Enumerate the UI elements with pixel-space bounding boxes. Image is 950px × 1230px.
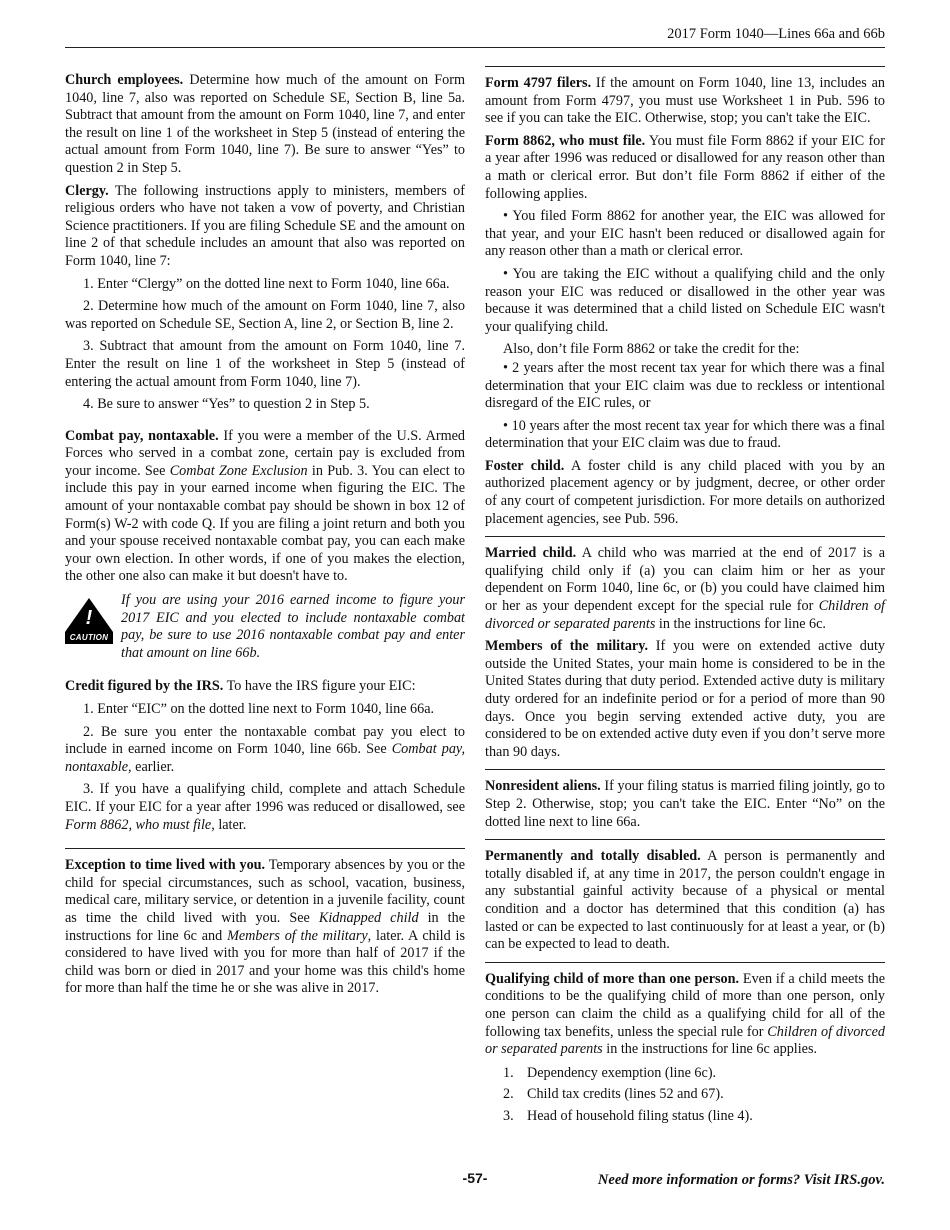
list-item: 2. Child tax credits (lines 52 and 67). xyxy=(503,1086,724,1103)
list-item: 1. Dependency exemption (line 6c). xyxy=(503,1064,717,1081)
footer-irs-link[interactable]: Need more information or forms? Visit IRS.gov. xyxy=(597,1172,885,1188)
clergy-paragraph: Clergy. The following instructions apply to ministers, members of religious orders who have not taken a vow of poverty, and Christian Science practitioners. If you are filing Schedule SE and the amount on line 2 of that schedule includes an amount that also was reported on Form 1040, line 7: xyxy=(65,182,465,269)
exception-paragraph: Exception to time lived with you. Temporary absences by you or the child for special circumstances, such as school, vacation, business, medical care, military service, or detention in a juvenile facility, count as time the child lived with you. See Kidnapped child in the instructions for line 6c and Members of the military, later. A child is considered to have lived with you for more than half of 2017 if the child was born or died in 2017 and your home was this child's home for more than half the time he or she was alive in 2017. xyxy=(65,857,466,997)
credit-irs-heading: Credit figured by the IRS. xyxy=(65,678,224,695)
credit-irs-paragraph: Credit figured by the IRS. To have the IRS figure your EIC: xyxy=(65,678,416,695)
header-rule xyxy=(65,47,885,48)
qualifying-child-paragraph: Qualifying child of more than one person. Even if a child meets the conditions to be the qualifying child of more than one person, only one person can claim the child as a qualifying child for all of the following tax benefits, unless the special rule for Children of divorced or separated parents in the instructions for line 6c applies. xyxy=(485,970,885,1058)
clergy-item: 1. Enter “Clergy” on the dotted line next to Form 1040, line 66a. xyxy=(83,275,450,292)
right-column xyxy=(485,72,885,1129)
military-heading: Members of the military. xyxy=(485,638,649,655)
form-8862-bullet: • You filed Form 8862 for another year, the EIC was allowed for that year, and your EIC hasn't been reduced or disallowed again for any reason other than a math or clerical error. xyxy=(485,208,885,260)
military-paragraph: Members of the military. If you were on extended active duty outside the United States, your main home is considered to be in the United States during that duty period. Extended active duty is military duty ordered for an indefinite period or for a period of more than 90 days. Once you begin serving extended active duty, you are considered to be on extended active duty even if you don’t serve more than 90 days. xyxy=(485,638,885,760)
married-child-heading: Married child. xyxy=(485,545,577,562)
form-8862-bullet: • 10 years after the most recent tax year for which there was a final determination that your EIC claim was due to fraud. xyxy=(485,417,885,452)
section-rule xyxy=(485,839,885,840)
caution-text: If you are using your 2016 earned income to figure your 2017 EIC and you elected to include nontaxable combat pay, be sure to use 2016 nontaxable combat pay and enter that amount on line 66b. xyxy=(121,592,465,661)
benefits-list xyxy=(503,1065,885,1126)
section-rule xyxy=(485,536,885,537)
caution-box xyxy=(65,592,465,662)
form-8862-heading: Form 8862, who must file. xyxy=(485,132,646,149)
combat-pay-heading: Combat pay, nontaxable. xyxy=(65,427,219,444)
form-8862-bullet: • 2 years after the most recent tax year for which there was a final determination that your EIC claim was due to reckless or intentional disregard of the EIC rules, or xyxy=(485,359,885,412)
section-rule xyxy=(485,769,885,770)
disabled-heading: Permanently and totally disabled. xyxy=(485,848,701,865)
form-4797-heading: Form 4797 filers. xyxy=(485,75,592,91)
foster-child-heading: Foster child. xyxy=(485,457,565,474)
credit-item: 1. Enter “EIC” on the dotted line next to Form 1040, line 66a. xyxy=(83,701,435,717)
clergy-item: 4. Be sure to answer “Yes” to question 2 in Step 5. xyxy=(83,396,370,413)
church-employees-heading: Church employees. xyxy=(65,72,184,88)
list-item: 3. Head of household filing status (line 4). xyxy=(503,1107,753,1124)
qualifying-child-heading: Qualifying child of more than one person. xyxy=(485,970,740,987)
page-number: -57- xyxy=(462,1170,488,1186)
credit-item: 2. Be sure you enter the nontaxable combat pay you elect to include in earned income on Form 1040, line 66b. See Combat pay, nontaxable, earlier. xyxy=(65,723,465,775)
clergy-item: 3. Subtract that amount from the amount on Form 1040, line 7. Enter the result on line 1 of the worksheet in Step 5 (instead of entering the actual amount from Form 1040, line 7). xyxy=(65,338,465,390)
page-header: 2017 Form 1040—Lines 66a and 66b xyxy=(667,26,885,42)
foster-child-paragraph: Foster child. A foster child is any child placed with you by an authorized placement agency or by judgment, decree, or other order of any court of competent jurisdiction. For more details on authorized placement agencies, see Pub. 596. xyxy=(485,457,885,527)
clergy-heading: Clergy. xyxy=(65,182,109,199)
married-child-paragraph: Married child. A child who was married at the end of 2017 is a qualifying child only if (a) you can claim him or her as your dependent on Form 1040, line 6c, or (b) you could have claimed him or her as your dependent except for the special rule for Children of divorced or separated parents in the instructions for line 6c. xyxy=(485,545,886,632)
caution-icon: ! CAUTION xyxy=(65,598,113,644)
combat-pay-paragraph: Combat pay, nontaxable. If you were a member of the U.S. Armed Forces who served in a combat zone, certain pay is excluded from your income. See Combat Zone Exclusion in Pub. 3. You can elect to include this pay in your earned income when figuring the EIC. The amount of your nontaxable combat pay should be shown in box 12 of Form(s) W-2 with code Q. If you are filing a joint return and both you and your spouse received nontaxable combat pay, you can each make your own election. In other words, if one of you makes the election, the other one also can make it but doesn't have to. xyxy=(65,427,466,585)
form-8862-bullet: • You are taking the EIC without a qualifying child and the only reason your EIC was reduced or disallowed in the other year was because it was determined that a child listed on Schedule EIC wasn't your qualifying child. xyxy=(485,265,885,335)
clergy-item: 2. Determine how much of the amount on Form 1040, line 7, also was reported on Schedule SE, Section A, line 2, or Section B, line 2. xyxy=(65,298,465,332)
credit-item: 3. If you have a qualifying child, complete and attach Schedule EIC. If your EIC for a year after 1996 was reduced or disallowed, see Form 8862, who must file, later. xyxy=(65,781,465,833)
disabled-paragraph: Permanently and totally disabled. A person is permanently and totally disabled if, at any time in 2017, the person couldn't engage in any substantial gainful activity because of a physical or mental condition and a doctor has determined that this condition (a) has lasted or can be expected to last continuously for at least a year, or (b) can be expected to lead to death. xyxy=(485,848,885,953)
section-rule xyxy=(485,66,885,67)
nonresident-paragraph: Nonresident aliens. If your filing status is married filing jointly, go to Step 2. Otherwise, stop; you can't take the EIC. Enter “No” on the dotted line next to line 66a. xyxy=(485,778,885,830)
form-8862-also: Also, don’t file Form 8862 or take the credit for the: xyxy=(503,341,800,358)
church-employees-paragraph: Church employees. Determine how much of the amount on Form 1040, line 7, also was reported on Schedule SE, Section B, line 5a. Subtract that amount from the amount on Form 1040, line 7, and enter the result on line 1 of the worksheet in Step 5 (instead of entering the actual amount from Form 1040, line 7). Be sure to answer “Yes” to question 2 in Step 5. xyxy=(65,72,465,176)
form-4797-paragraph: Form 4797 filers. If the amount on Form 1040, line 13, includes an amount from Form 4797, you must use Worksheet 1 in Pub. 596 to see if you can take the EIC. Otherwise, stop; you can't take the EIC. xyxy=(485,75,885,127)
form-8862-paragraph: Form 8862, who must file. You must file Form 8862 if your EIC for a year after 1996 was reduced or disallowed for any reason other than a math or clerical error. But don’t file Form 8862 if either of the following applies. xyxy=(485,132,885,202)
nonresident-heading: Nonresident aliens. xyxy=(485,778,601,795)
exception-heading: Exception to time lived with you. xyxy=(65,857,266,874)
left-column xyxy=(65,72,465,1003)
section-rule xyxy=(65,848,465,849)
section-rule xyxy=(485,962,885,963)
